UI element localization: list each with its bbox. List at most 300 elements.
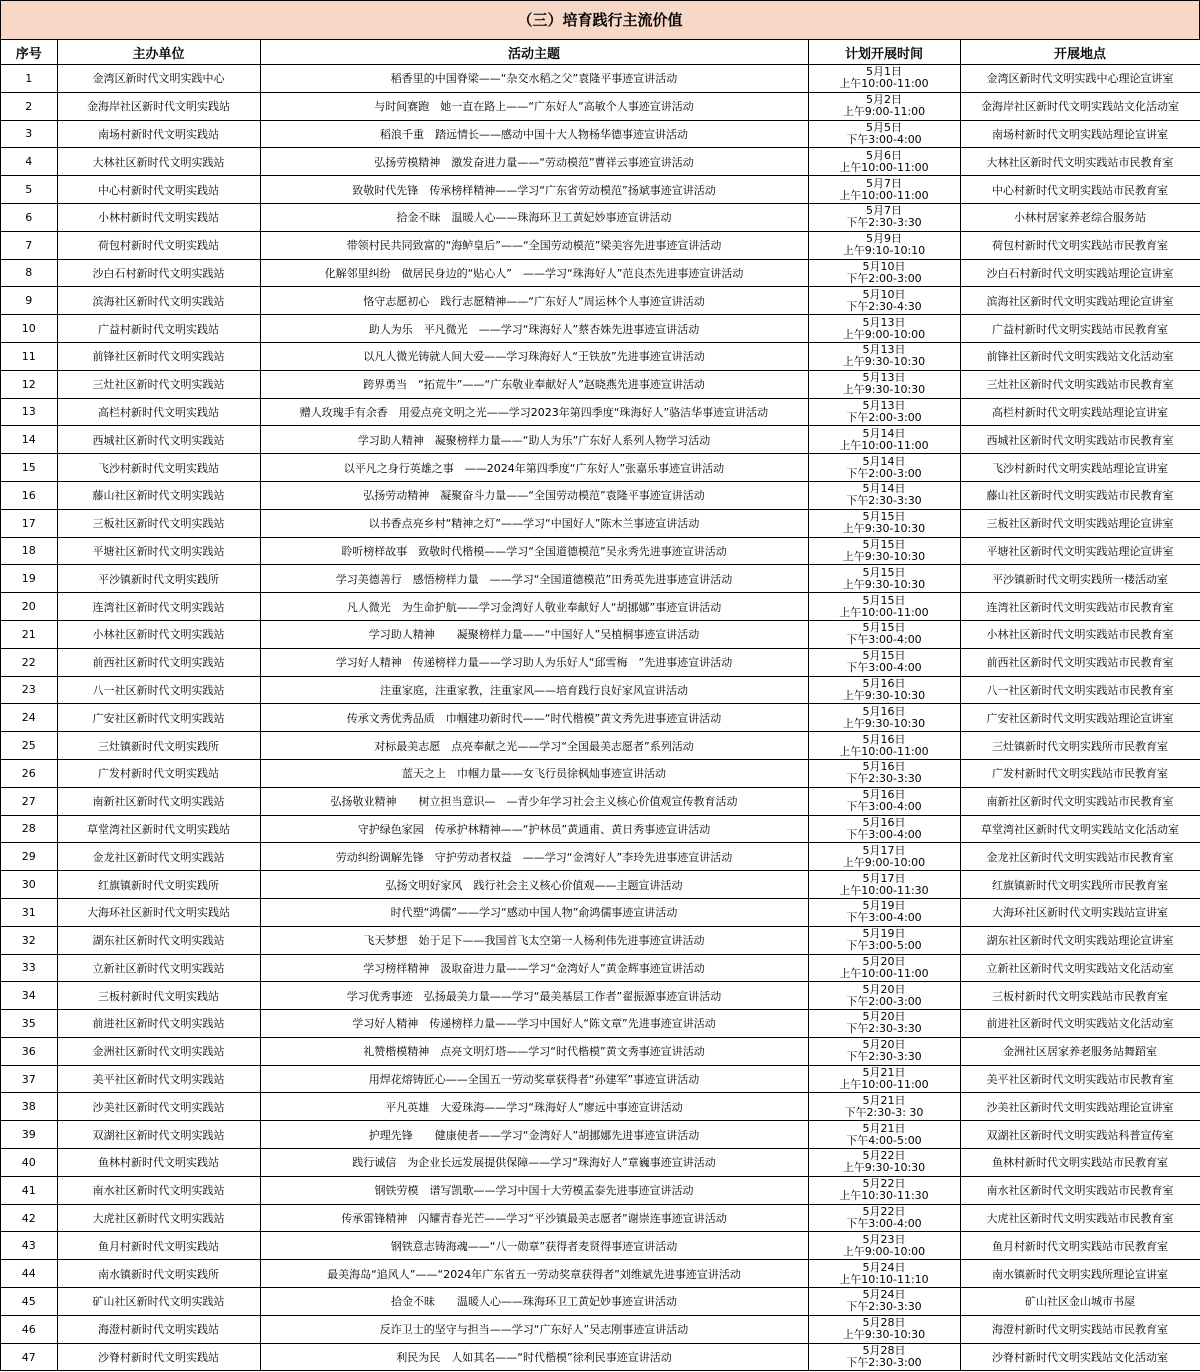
cell-date: 5月20日	[862, 954, 906, 968]
cell-no: 28	[1, 815, 57, 843]
cell-date: 5月14日	[862, 454, 906, 468]
cell-topic: 以书香点亮乡村“精神之灯”——学习“中国好人”陈木兰事迹宣讲活动	[260, 509, 808, 537]
cell-location: 湖东社区新时代文明实践站理论宣讲室	[960, 926, 1200, 954]
cell-hours: 下午3:00-4:00	[846, 132, 922, 146]
table-row	[1, 1232, 1200, 1260]
cell-topic: 学习好人精神 传递榜样力量——学习中国好人“陈文章”先进事迹宣讲活动	[260, 1010, 808, 1038]
cell-organizer: 大虎社区新时代文明实践站	[57, 1204, 260, 1232]
cell-location: 八一社区新时代文明实践站市民教育室	[960, 676, 1200, 704]
cell-topic: 稻浪千重 踏远情长——感动中国十大人物杨华德事迹宣讲活动	[260, 120, 808, 148]
cell-location: 前锋社区新时代文明实践站文化活动室	[960, 342, 1200, 370]
cell-time	[808, 537, 960, 565]
cell-hours: 下午3:00-4:00	[846, 661, 922, 675]
cell-topic: 拾金不昧 温暖人心——珠海环卫工黄妃妙事迹宣讲活动	[260, 1288, 808, 1316]
cell-no: 46	[1, 1315, 57, 1343]
cell-no: 31	[1, 898, 57, 926]
cell-time	[808, 648, 960, 676]
cell-topic: 拾金不昧 温暖人心——珠海环卫工黄妃妙事迹宣讲活动	[260, 203, 808, 231]
cell-date: 5月28日	[862, 1344, 906, 1358]
cell-topic: 践行诚信 为企业长远发展提供保障——学习“珠海好人”章巍事迹宣讲活动	[260, 1149, 808, 1177]
cell-organizer: 三板社区新时代文明实践站	[57, 509, 260, 537]
cell-time	[808, 120, 960, 148]
cell-time	[808, 370, 960, 398]
cell-time	[808, 148, 960, 176]
cell-organizer: 大林社区新时代文明实践站	[57, 148, 260, 176]
cell-organizer: 三灶社区新时代文明实践站	[57, 370, 260, 398]
cell-organizer: 广益村新时代文明实践站	[57, 315, 260, 343]
cell-time	[808, 1204, 960, 1232]
table-row	[1, 231, 1200, 259]
cell-date: 5月22日	[862, 1149, 906, 1163]
cell-no: 35	[1, 1010, 57, 1038]
cell-location: 金湾区新时代文明实践中心理论宣讲室	[960, 65, 1200, 93]
cell-organizer: 金湾区新时代文明实践中心	[57, 65, 260, 93]
cell-time	[808, 704, 960, 732]
cell-no: 19	[1, 565, 57, 593]
cell-location: 平塘社区新时代文明实践站理论宣讲室	[960, 537, 1200, 565]
cell-date: 5月1日	[866, 65, 902, 79]
cell-location: 荷包村新时代文明实践站市民教育室	[960, 231, 1200, 259]
cell-hours: 上午10:00-11:00	[839, 605, 929, 619]
cell-location: 南水镇新时代文明实践所理论宣讲室	[960, 1260, 1200, 1288]
cell-location: 南新社区新时代文明实践站市民教育室	[960, 787, 1200, 815]
cell-date: 5月19日	[862, 927, 906, 941]
cell-date: 5月24日	[862, 1288, 906, 1302]
cell-hours: 下午2:30-3:30	[846, 772, 922, 786]
table-row	[1, 454, 1200, 482]
cell-organizer: 海澄村新时代文明实践站	[57, 1315, 260, 1343]
cell-organizer: 广发村新时代文明实践站	[57, 759, 260, 787]
cell-hours: 下午3:00-4:00	[846, 911, 922, 925]
table-row	[1, 287, 1200, 315]
cell-organizer: 广安社区新时代文明实践站	[57, 704, 260, 732]
cell-topic: 学习优秀事迹 弘扬最美力量——学习“最美基层工作者”翟振源事迹宣讲活动	[260, 982, 808, 1010]
table-row	[1, 120, 1200, 148]
table-row	[1, 982, 1200, 1010]
cell-hours: 上午9:30-10:30	[842, 355, 926, 369]
table-row	[1, 1204, 1200, 1232]
cell-no: 32	[1, 926, 57, 954]
table-row	[1, 203, 1200, 231]
cell-no: 15	[1, 454, 57, 482]
cell-topic: 传承文秀优秀品质 巾帼建功新时代——“时代楷模”黄文秀先进事迹宣讲活动	[260, 704, 808, 732]
cell-topic: 聆听榜样故事 致敬时代楷模——学习“全国道德模范”吴永秀先进事迹宣讲活动	[260, 537, 808, 565]
cell-organizer: 金洲社区新时代文明实践站	[57, 1037, 260, 1065]
cell-hours: 上午9:30-10:30	[842, 716, 926, 730]
cell-time	[808, 620, 960, 648]
cell-hours: 上午10:00-11:00	[839, 160, 929, 174]
cell-no: 20	[1, 593, 57, 621]
cell-date: 5月20日	[862, 982, 906, 996]
cell-date: 5月15日	[862, 593, 906, 607]
cell-organizer: 平塘社区新时代文明实践站	[57, 537, 260, 565]
cell-topic: 凡人微光 为生命护航——学习金湾好人敬业奉献好人“胡挪娜”事迹宣讲活动	[260, 593, 808, 621]
cell-topic: 护理先锋 健康使者——学习“金湾好人”胡挪娜先进事迹宣讲活动	[260, 1121, 808, 1149]
cell-location: 海澄村新时代文明实践站市民教育室	[960, 1315, 1200, 1343]
cell-time	[808, 1093, 960, 1121]
cell-time	[808, 259, 960, 287]
cell-date: 5月22日	[862, 1177, 906, 1191]
table-row	[1, 315, 1200, 343]
cell-time	[808, 1343, 960, 1371]
cell-no: 23	[1, 676, 57, 704]
cell-topic: 钢铁劳模 谱写凯歌——学习中国十大劳模孟泰先进事迹宣讲活动	[260, 1176, 808, 1204]
cell-time	[808, 565, 960, 593]
table-row	[1, 370, 1200, 398]
cell-hours: 上午9:00-10:00	[842, 855, 926, 869]
cell-location: 沙脊村新时代文明实践站文化活动室	[960, 1343, 1200, 1371]
cell-organizer: 三板村新时代文明实践站	[57, 982, 260, 1010]
cell-hours: 上午10:00-11:00	[839, 966, 929, 980]
table-row	[1, 509, 1200, 537]
table-row	[1, 1260, 1200, 1288]
cell-no: 45	[1, 1288, 57, 1316]
cell-time	[808, 732, 960, 760]
cell-topic: 弘扬文明好家风 践行社会主义核心价值观——主题宣讲活动	[260, 871, 808, 899]
cell-location: 三灶镇新时代文明实践所市民教育室	[960, 732, 1200, 760]
cell-topic: 跨界勇当 “拓荒牛”——“广东敬业奉献好人”赵晓燕先进事迹宣讲活动	[260, 370, 808, 398]
cell-organizer: 美平社区新时代文明实践站	[57, 1065, 260, 1093]
table-row	[1, 537, 1200, 565]
cell-location: 广安社区新时代文明实践站理论宣讲室	[960, 704, 1200, 732]
cell-hours: 下午2:30-3:30	[846, 1022, 922, 1036]
cell-hours: 上午9:30-10:30	[842, 1328, 926, 1342]
cell-organizer: 南新社区新时代文明实践站	[57, 787, 260, 815]
cell-date: 5月16日	[862, 760, 906, 774]
table-row	[1, 65, 1200, 93]
cell-no: 37	[1, 1065, 57, 1093]
cell-hours: 下午2:30-3:30	[846, 1300, 922, 1314]
cell-location: 三灶社区新时代文明实践站市民教育室	[960, 370, 1200, 398]
cell-no: 44	[1, 1260, 57, 1288]
cell-date: 5月10日	[862, 287, 906, 301]
table-row	[1, 1093, 1200, 1121]
table-row	[1, 871, 1200, 899]
cell-topic: 带领村民共同致富的“海鲈皇后”——“全国劳动模范”梁美容先进事迹宣讲活动	[260, 231, 808, 259]
table-row	[1, 1315, 1200, 1343]
cell-organizer: 金海岸社区新时代文明实践站	[57, 92, 260, 120]
cell-date: 5月17日	[862, 871, 906, 885]
cell-time	[808, 982, 960, 1010]
cell-organizer: 沙脊村新时代文明实践站	[57, 1343, 260, 1371]
cell-no: 29	[1, 843, 57, 871]
cell-time	[808, 676, 960, 704]
header-row	[1, 40, 1200, 65]
cell-date: 5月10日	[862, 259, 906, 273]
cell-organizer: 荷包村新时代文明实践站	[57, 231, 260, 259]
cell-organizer: 沙白石村新时代文明实践站	[57, 259, 260, 287]
cell-hours: 上午9:30-10:30	[842, 1161, 926, 1175]
cell-topic: 弘扬劳模精神 激发奋进力量——“劳动模范”曹祥云事迹宣讲活动	[260, 148, 808, 176]
cell-location: 美平社区新时代文明实践站市民教育室	[960, 1065, 1200, 1093]
cell-location: 广发村新时代文明实践站市民教育室	[960, 759, 1200, 787]
cell-location: 西城社区新时代文明实践站市民教育室	[960, 426, 1200, 454]
cell-time	[808, 426, 960, 454]
cell-no: 16	[1, 481, 57, 509]
cell-date: 5月21日	[862, 1093, 906, 1107]
cell-hours: 下午3:00-4:00	[846, 633, 922, 647]
cell-topic: 注重家庭，注重家教，注重家风——培育践行良好家风宣讲活动	[260, 676, 808, 704]
cell-time	[808, 231, 960, 259]
cell-date: 5月5日	[866, 120, 902, 134]
cell-topic: 劳动纠纷调解先锋 守护劳动者权益 ——学习“金湾好人”李玲先进事迹宣讲活动	[260, 843, 808, 871]
cell-location: 金洲社区居家养老服务站舞蹈室	[960, 1037, 1200, 1065]
cell-date: 5月20日	[862, 1010, 906, 1024]
cell-date: 5月15日	[862, 649, 906, 663]
cell-hours: 下午4:00-5:00	[846, 1133, 922, 1147]
cell-no: 17	[1, 509, 57, 537]
cell-hours: 下午2:00-3:00	[846, 994, 922, 1008]
cell-time	[808, 787, 960, 815]
cell-no: 5	[1, 176, 57, 204]
cell-time	[808, 1037, 960, 1065]
cell-no: 13	[1, 398, 57, 426]
cell-location: 中心村新时代文明实践站市民教育室	[960, 176, 1200, 204]
table-row	[1, 676, 1200, 704]
cell-hours: 上午9:00-10:00	[842, 1244, 926, 1258]
cell-date: 5月21日	[862, 1066, 906, 1080]
cell-topic: 用焊花熔铸匠心——全国五一劳动奖章获得者“孙建军”事迹宣讲活动	[260, 1065, 808, 1093]
cell-no: 2	[1, 92, 57, 120]
cell-topic: 致敬时代先锋 传承榜样精神——学习“广东省劳动模范”扬斌事迹宣讲活动	[260, 176, 808, 204]
cell-location: 大海环社区新时代文明实践站宣讲室	[960, 898, 1200, 926]
cell-topic: 反诈卫士的坚守与担当——学习“广东好人”吴志刚事迹宣讲活动	[260, 1315, 808, 1343]
cell-time	[808, 1315, 960, 1343]
cell-location: 金海岸社区新时代文明实践站文化活动室	[960, 92, 1200, 120]
cell-hours: 下午3:00-4:00	[846, 1217, 922, 1231]
header-no: 序号	[1, 40, 57, 65]
cell-hours: 下午2:30-3:30	[846, 216, 922, 230]
cell-topic: 礼赞楷模精神 点亮文明灯塔——学习“时代楷模”黄文秀事迹宣讲活动	[260, 1037, 808, 1065]
table-row	[1, 898, 1200, 926]
cell-organizer: 矿山社区新时代文明实践站	[57, 1288, 260, 1316]
cell-no: 25	[1, 732, 57, 760]
table-row	[1, 176, 1200, 204]
cell-topic: 学习好人精神 传递榜样力量——学习助人为乐好人“邱雪梅 ”先进事迹宣讲活动	[260, 648, 808, 676]
cell-no: 10	[1, 315, 57, 343]
cell-date: 5月2日	[866, 93, 902, 107]
cell-organizer: 八一社区新时代文明实践站	[57, 676, 260, 704]
cell-hours: 上午10:00-11:00	[839, 744, 929, 758]
cell-organizer: 南水镇新时代文明实践所	[57, 1260, 260, 1288]
table-row	[1, 342, 1200, 370]
header-organizer: 主办单位	[57, 40, 260, 65]
cell-location: 沙美社区新时代文明实践站理论宣讲室	[960, 1093, 1200, 1121]
cell-topic: 钢铁意志铸海魂——“八一勋章”获得者麦贤得事迹宣讲活动	[260, 1232, 808, 1260]
cell-hours: 上午9:30-10:30	[842, 577, 926, 591]
cell-hours: 上午9:30-10:30	[842, 549, 926, 563]
cell-time	[808, 593, 960, 621]
cell-time	[808, 954, 960, 982]
cell-hours: 上午9:00-10:00	[842, 327, 926, 341]
cell-no: 21	[1, 620, 57, 648]
cell-date: 5月15日	[862, 537, 906, 551]
cell-time	[808, 815, 960, 843]
table-row	[1, 1065, 1200, 1093]
cell-location: 滨海社区新时代文明实践站理论宣讲室	[960, 287, 1200, 315]
cell-hours: 下午3:00-4:00	[846, 827, 922, 841]
cell-time	[808, 843, 960, 871]
cell-no: 14	[1, 426, 57, 454]
cell-no: 24	[1, 704, 57, 732]
cell-location: 大林社区新时代文明实践站市民教育室	[960, 148, 1200, 176]
cell-organizer: 中心村新时代文明实践站	[57, 176, 260, 204]
cell-date: 5月20日	[862, 1038, 906, 1052]
cell-hours: 上午9:30-10:30	[842, 688, 926, 702]
cell-no: 42	[1, 1204, 57, 1232]
table-row	[1, 1010, 1200, 1038]
cell-topic: 最美海岛“追风人”——“2024年广东省五一劳动奖章获得者”刘维斌先进事迹宣讲活动	[260, 1260, 808, 1288]
cell-time	[808, 871, 960, 899]
cell-topic: 对标最美志愿 点亮奉献之光——学习“全国最美志愿者”系列活动	[260, 732, 808, 760]
cell-organizer: 湖东社区新时代文明实践站	[57, 926, 260, 954]
cell-date: 5月19日	[862, 899, 906, 913]
table-row	[1, 426, 1200, 454]
cell-hours: 上午10:00-11:00	[839, 438, 929, 452]
cell-date: 5月16日	[862, 676, 906, 690]
cell-time	[808, 65, 960, 93]
cell-organizer: 南场村新时代文明实践站	[57, 120, 260, 148]
cell-topic: 利民为民 人如其名——“时代楷模”徐利民事迹宣讲活动	[260, 1343, 808, 1371]
cell-location: 鱼月村新时代文明实践站市民教育室	[960, 1232, 1200, 1260]
cell-date: 5月9日	[866, 232, 902, 246]
cell-topic: 学习榜样精神 汲取奋进力量——学习“金湾好人”黄金辉事迹宣讲活动	[260, 954, 808, 982]
cell-date: 5月15日	[862, 510, 906, 524]
cell-time	[808, 398, 960, 426]
cell-date: 5月13日	[862, 371, 906, 385]
cell-time	[808, 1176, 960, 1204]
cell-time	[808, 176, 960, 204]
table-row	[1, 704, 1200, 732]
cell-location: 连湾社区新时代文明实践站市民教育室	[960, 593, 1200, 621]
cell-location: 双湖社区新时代文明实践站科普宣传室	[960, 1121, 1200, 1149]
cell-date: 5月16日	[862, 704, 906, 718]
cell-date: 5月14日	[862, 426, 906, 440]
cell-hours: 上午10:30-11:30	[839, 1189, 929, 1203]
cell-date: 5月7日	[866, 176, 902, 190]
cell-location: 南场村新时代文明实践站理论宣讲室	[960, 120, 1200, 148]
cell-hours: 上午9:10-10:10	[842, 244, 926, 258]
header-location: 开展地点	[960, 40, 1200, 65]
activity-table	[1, 40, 1200, 1371]
cell-no: 30	[1, 871, 57, 899]
cell-topic: 赠人玫瑰手有余香 用爱点亮文明之光——学习2023年第四季度“珠海好人”骆洁华事迹宣讲活动	[260, 398, 808, 426]
cell-hours: 下午2:30-3:30	[846, 1050, 922, 1064]
cell-organizer: 飞沙村新时代文明实践站	[57, 454, 260, 482]
cell-date: 5月21日	[862, 1121, 906, 1135]
cell-no: 18	[1, 537, 57, 565]
cell-hours: 下午2:30-3:00	[846, 1356, 922, 1370]
cell-date: 5月6日	[866, 148, 902, 162]
cell-organizer: 前西社区新时代文明实践站	[57, 648, 260, 676]
cell-location: 平沙镇新时代文明实践所一楼活动室	[960, 565, 1200, 593]
cell-hours: 下午2:30-4:30	[846, 299, 922, 313]
cell-topic: 助人为乐 平凡微光 ——学习“珠海好人”蔡杏姝先进事迹宣讲活动	[260, 315, 808, 343]
cell-location: 立新社区新时代文明实践站文化活动室	[960, 954, 1200, 982]
cell-location: 南水社区新时代文明实践站市民教育室	[960, 1176, 1200, 1204]
table-row	[1, 1343, 1200, 1371]
cell-topic: 学习美德善行 感悟榜样力量 ——学习“全国道德模范”田秀英先进事迹宣讲活动	[260, 565, 808, 593]
cell-date: 5月7日	[866, 204, 902, 218]
cell-topic: 化解邻里纠纷 做居民身边的“贴心人” ——学习“珠海好人”范良杰先进事迹宣讲活动	[260, 259, 808, 287]
cell-organizer: 金龙社区新时代文明实践站	[57, 843, 260, 871]
table-row	[1, 593, 1200, 621]
cell-organizer: 鱼林村新时代文明实践站	[57, 1149, 260, 1177]
cell-time	[808, 92, 960, 120]
cell-hours: 上午10:00-11:00	[839, 77, 929, 91]
cell-time	[808, 1065, 960, 1093]
cell-no: 3	[1, 120, 57, 148]
cell-topic: 学习助人精神 凝聚榜样力量——“助人为乐”广东好人系列人物学习活动	[260, 426, 808, 454]
cell-hours: 下午3:00-4:00	[846, 800, 922, 814]
cell-organizer: 滨海社区新时代文明实践站	[57, 287, 260, 315]
cell-topic: 与时间赛跑 她一直在路上——“广东好人”高敏个人事迹宣讲活动	[260, 92, 808, 120]
cell-date: 5月15日	[862, 621, 906, 635]
cell-date: 5月22日	[862, 1205, 906, 1219]
header-topic: 活动主题	[260, 40, 808, 65]
table-row	[1, 148, 1200, 176]
cell-no: 33	[1, 954, 57, 982]
cell-no: 40	[1, 1149, 57, 1177]
table-row	[1, 815, 1200, 843]
cell-date: 5月13日	[862, 343, 906, 357]
cell-organizer: 藤山社区新时代文明实践站	[57, 481, 260, 509]
cell-time	[808, 1232, 960, 1260]
cell-no: 22	[1, 648, 57, 676]
cell-hours: 上午10:00-11:00	[839, 188, 929, 202]
table-row	[1, 92, 1200, 120]
cell-location: 高栏村新时代文明实践站理论宣讲室	[960, 398, 1200, 426]
cell-location: 红旗镇新时代文明实践所市民教育室	[960, 871, 1200, 899]
cell-hours: 上午9:30-10:30	[842, 383, 926, 397]
cell-date: 5月13日	[862, 315, 906, 329]
cell-date: 5月15日	[862, 565, 906, 579]
cell-location: 藤山社区新时代文明实践站市民教育室	[960, 481, 1200, 509]
cell-organizer: 鱼月村新时代文明实践站	[57, 1232, 260, 1260]
cell-time	[808, 926, 960, 954]
cell-location: 前进社区新时代文明实践站文化活动室	[960, 1010, 1200, 1038]
cell-date: 5月16日	[862, 788, 906, 802]
cell-topic: 传承雷锋精神 闪耀青春光芒——学习“平沙镇最美志愿者”谢崇连事迹宣讲活动	[260, 1204, 808, 1232]
cell-date: 5月13日	[862, 398, 906, 412]
cell-no: 8	[1, 259, 57, 287]
cell-organizer: 草堂湾社区新时代文明实践站	[57, 815, 260, 843]
cell-no: 11	[1, 342, 57, 370]
cell-topic: 蓝天之上 巾帼力量——女飞行员徐枫灿事迹宣讲活动	[260, 759, 808, 787]
cell-organizer: 立新社区新时代文明实践站	[57, 954, 260, 982]
cell-no: 38	[1, 1093, 57, 1121]
cell-no: 34	[1, 982, 57, 1010]
cell-location: 三板村新时代文明实践站市民教育室	[960, 982, 1200, 1010]
cell-no: 39	[1, 1121, 57, 1149]
cell-date: 5月14日	[862, 482, 906, 496]
cell-topic: 以平凡之身行英雄之事 ——2024年第四季度“广东好人”张嘉乐事迹宣讲活动	[260, 454, 808, 482]
cell-location: 鱼林村新时代文明实践站市民教育室	[960, 1149, 1200, 1177]
table-row	[1, 926, 1200, 954]
cell-hours: 下午2:00-3:00	[846, 410, 922, 424]
cell-time	[808, 1121, 960, 1149]
cell-hours: 上午9:00-11:00	[842, 105, 926, 119]
cell-time	[808, 898, 960, 926]
cell-topic: 稻香里的中国脊梁——“杂交水稻之父”袁隆平事迹宣讲活动	[260, 65, 808, 93]
cell-time	[808, 203, 960, 231]
table-row	[1, 1149, 1200, 1177]
cell-location: 小林村居家养老综合服务站	[960, 203, 1200, 231]
cell-organizer: 小林社区新时代文明实践站	[57, 620, 260, 648]
cell-date: 5月17日	[862, 843, 906, 857]
cell-organizer: 高栏村新时代文明实践站	[57, 398, 260, 426]
cell-date: 5月23日	[862, 1232, 906, 1246]
